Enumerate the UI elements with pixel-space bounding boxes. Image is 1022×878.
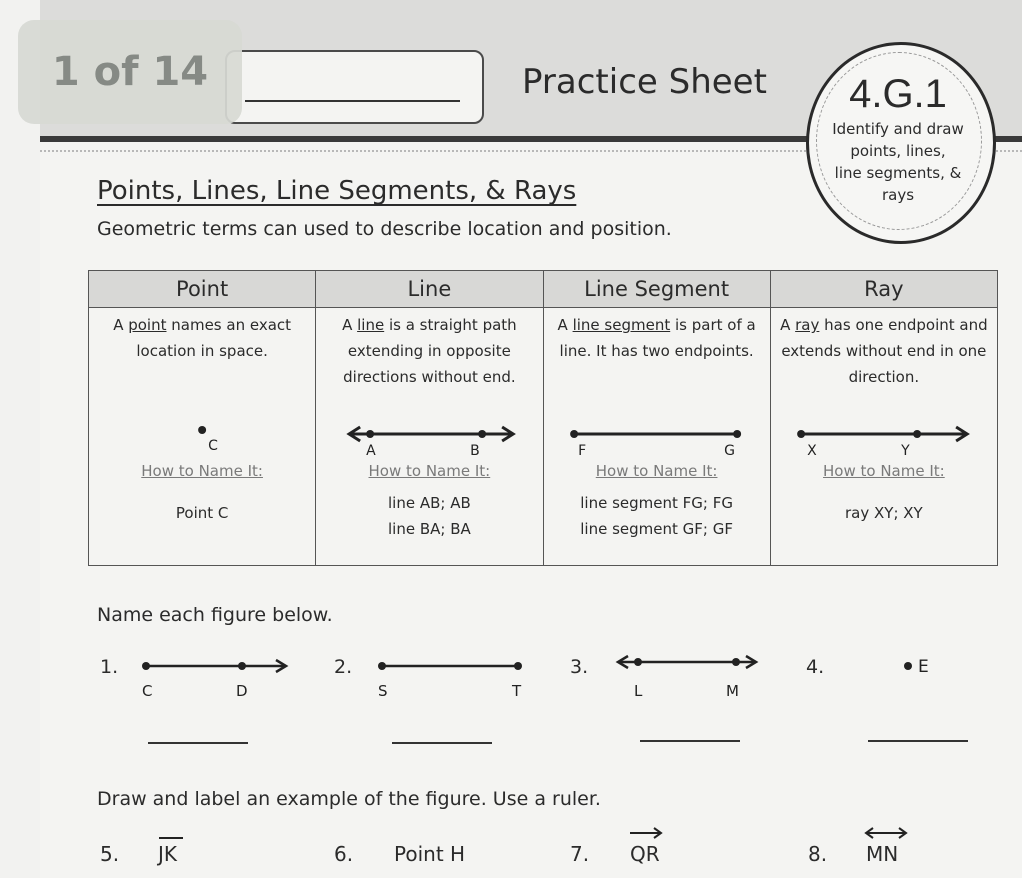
- question-number: 3.: [570, 656, 589, 678]
- label-g: G: [723, 443, 735, 458]
- cell-line: [316, 308, 543, 566]
- name-box: [225, 50, 484, 124]
- point-name-example: Point C: [175, 504, 229, 522]
- label-b: B: [470, 443, 480, 458]
- label-y: Y: [900, 443, 910, 458]
- question-number: 4.: [806, 656, 825, 678]
- terms-table: [88, 270, 998, 566]
- line-definition: A line is a straight path extending in opposite directions without end.: [342, 316, 517, 386]
- label-t: T: [512, 682, 522, 700]
- draw-item-label: QR: [630, 842, 660, 866]
- label-f: F: [577, 443, 586, 458]
- term-point: point: [128, 316, 167, 334]
- cell-line-segment: [543, 308, 770, 566]
- segment-figure: [544, 398, 770, 458]
- label-c: C: [142, 682, 153, 700]
- question-number: 2.: [334, 656, 353, 678]
- line-name-example: line BA; BA: [387, 520, 471, 538]
- label-m: M: [726, 682, 739, 700]
- point-d: [238, 662, 246, 670]
- header-line: Line: [316, 271, 543, 308]
- draw-item-number: 5.: [100, 842, 120, 866]
- header-line-segment: Line Segment: [543, 271, 770, 308]
- how-to-name-label: How to Name It:: [595, 462, 718, 480]
- figure-line-lm: [608, 652, 768, 704]
- segment-name-example: line segment FG; FG: [580, 494, 733, 512]
- point-e: [904, 662, 912, 670]
- term-ray: ray: [795, 316, 820, 334]
- segment-definition: A line segment is part of a line. It has two endpoints.: [557, 316, 756, 360]
- badge-line: line segments, &: [834, 164, 962, 182]
- question-number: 1.: [100, 656, 119, 678]
- name-write-line: [245, 100, 460, 102]
- figure-point-e: [896, 652, 946, 682]
- draw-item-label: MN: [866, 842, 899, 866]
- sheet-title: Practice Sheet: [522, 62, 767, 102]
- term-line: line: [357, 316, 385, 334]
- line-name-example: line AB; AB: [387, 494, 471, 512]
- label-a: A: [366, 443, 376, 458]
- point-y: [913, 430, 921, 438]
- how-to-name-label: How to Name It:: [368, 462, 491, 480]
- label-d: D: [236, 682, 248, 700]
- point-dot: [198, 426, 206, 434]
- standard-code: 4.G.1: [849, 72, 947, 116]
- answer-blank[interactable]: [868, 740, 968, 742]
- exercise2-instruction: Draw and label an example of the figure. Use a ruler.: [97, 788, 601, 810]
- section-title: Points, Lines, Line Segments, & Rays: [97, 176, 577, 206]
- point-label: C: [208, 438, 218, 454]
- point-x: [797, 430, 805, 438]
- point-m: [732, 658, 740, 666]
- point-figure: [89, 398, 315, 458]
- label-s: S: [378, 682, 388, 700]
- ray-name-example: ray XY; XY: [845, 504, 923, 522]
- label-e: E: [918, 657, 929, 677]
- figure-ray-cd: [130, 652, 300, 704]
- answer-blank[interactable]: [392, 742, 492, 744]
- point-t: [514, 662, 522, 670]
- point-f: [570, 430, 578, 438]
- standard-description: [816, 118, 980, 206]
- ray-definition: A ray has one endpoint and extends without end in one direction.: [780, 316, 988, 386]
- answer-blank[interactable]: [640, 740, 740, 742]
- point-definition: A point names an exact location in space.: [113, 316, 292, 360]
- ray-arrow-icon: [628, 826, 668, 840]
- header-ray: Ray: [770, 271, 997, 308]
- ray-figure: [771, 398, 997, 458]
- page-indicator[interactable]: 1 of 14: [18, 20, 242, 124]
- point-l: [634, 658, 642, 666]
- badge-line: rays: [881, 186, 915, 204]
- how-to-name-label: How to Name It:: [823, 462, 945, 480]
- point-c: [142, 662, 150, 670]
- point-s: [378, 662, 386, 670]
- header-point: Point: [89, 271, 316, 308]
- draw-item-number: 8.: [808, 842, 828, 866]
- exercise1-instruction: Name each figure below.: [97, 604, 333, 626]
- term-line-segment: line segment: [572, 316, 671, 334]
- point-g: [733, 430, 741, 438]
- label-l: L: [634, 682, 643, 700]
- badge-line: Identify and draw: [832, 120, 964, 138]
- section-subtitle: Geometric terms can used to describe location and position.: [97, 218, 672, 240]
- point-b: [478, 430, 486, 438]
- cell-ray: [770, 308, 997, 566]
- cell-point: [89, 308, 316, 566]
- draw-item-label: Point H: [394, 842, 466, 866]
- point-a: [366, 430, 374, 438]
- draw-item-number: 6.: [334, 842, 354, 866]
- line-double-arrow-icon: [864, 826, 914, 840]
- badge-line: points, lines,: [850, 142, 946, 160]
- how-to-name-label: How to Name It:: [141, 462, 263, 480]
- draw-item-label: JK: [158, 842, 178, 866]
- answer-blank[interactable]: [148, 742, 248, 744]
- label-x: X: [806, 443, 817, 458]
- figure-segment-st: [368, 652, 538, 704]
- segment-name-example: line segment GF; GF: [580, 520, 733, 538]
- draw-item-number: 7.: [570, 842, 590, 866]
- line-figure: [316, 398, 542, 458]
